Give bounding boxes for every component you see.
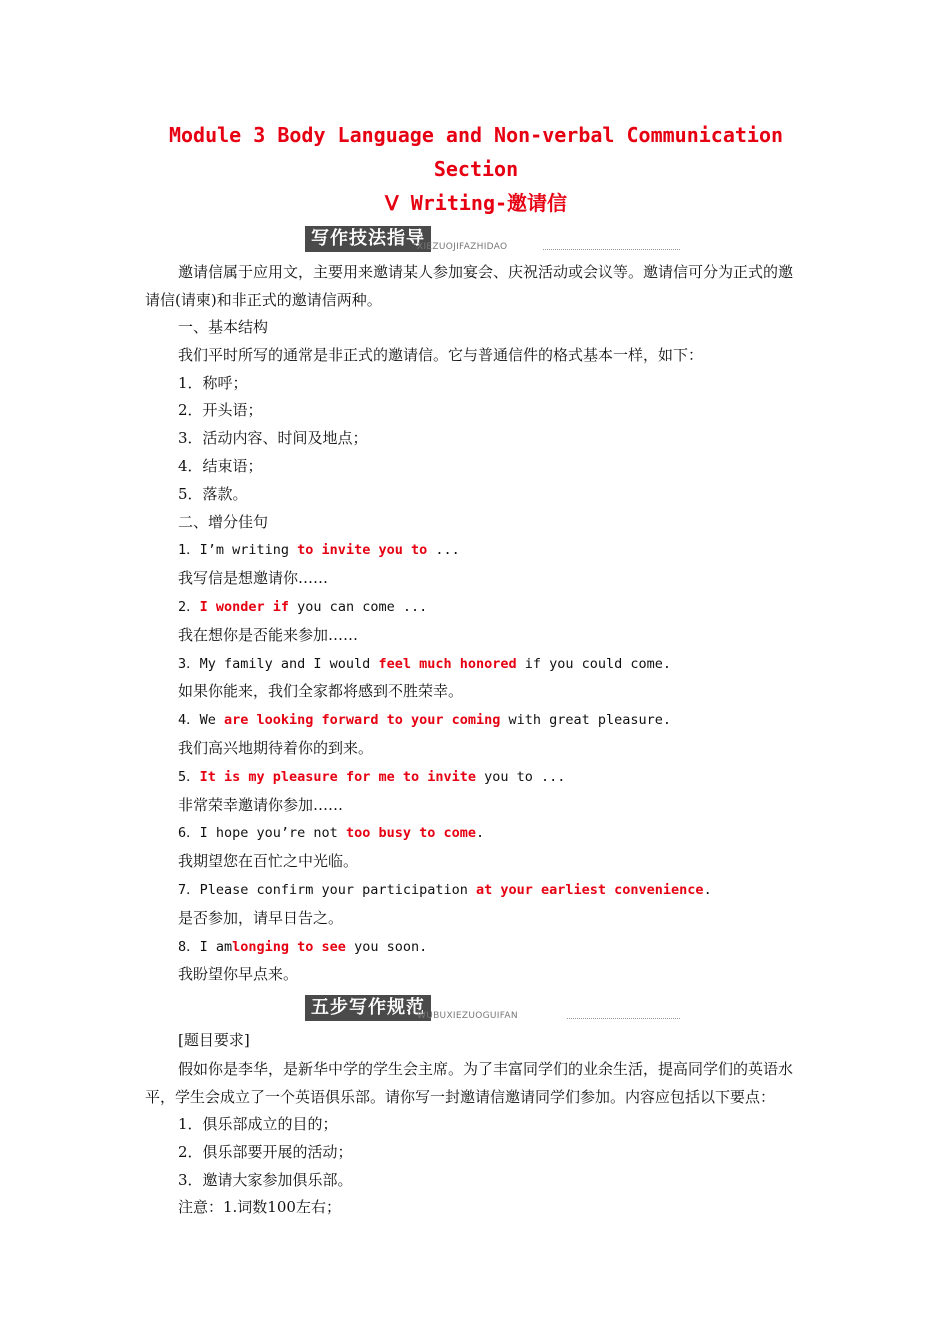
sentence-english: [145, 876, 807, 905]
sentence-prefix: 2．: [178, 598, 200, 615]
sentence-chinese: 非常荣幸邀请你参加……: [178, 795, 344, 814]
section-banner-five-steps: [305, 995, 680, 1023]
sentence-chinese: 我们高兴地期待着你的到来。: [178, 738, 374, 757]
sentence-highlight: at your earliest convenience: [475, 881, 704, 898]
banner-pinyin: WUBUXIEZUOGUIFAN: [417, 1011, 518, 1022]
intro-paragraph: 邀请信属于应用文，主要用来邀请某人参加宴会、庆祝活动或会议等。邀请信可分为正式的邀请信(请柬)和非正式的邀请信两种。: [145, 263, 794, 309]
sentence-chinese: 我写信是想邀请你……: [178, 569, 329, 588]
sentence-highlight: I wonder if: [199, 598, 290, 615]
sentence-chinese: 我在想你是否能来参加……: [178, 625, 359, 644]
task-point: 2．俱乐部要开展的活动；: [178, 1142, 353, 1161]
sentence-prefix: 5．: [178, 768, 200, 785]
sentence-highlight: are looking forward to your coming: [224, 712, 501, 729]
structure-description: 我们平时所写的通常是非正式的邀请信。它与普通信件的格式基本一样，如下：: [178, 345, 704, 364]
structure-item: 2．开头语；: [178, 401, 263, 420]
sentence-english: [145, 593, 807, 622]
sentence-prefix: 7．Please confirm your participation: [178, 881, 476, 898]
section-banner-writing-tips: [305, 226, 680, 254]
task-point: 1．俱乐部成立的目的；: [178, 1114, 338, 1133]
sentences-heading: 二、增分佳句: [178, 512, 269, 531]
sentence-suffix: .: [703, 881, 712, 898]
sentence-suffix: you to ...: [475, 768, 566, 785]
structure-item: 3．活动内容、时间及地点；: [178, 429, 368, 448]
sentence-chinese: 是否参加，请早日告之。: [178, 908, 344, 927]
banner-label: 五步写作规范: [305, 995, 431, 1021]
sentence-prefix: 6．I hope you’re not: [178, 825, 346, 842]
sentence-suffix: you can come ...: [289, 598, 428, 615]
sentence-highlight: to invite you to: [297, 542, 428, 559]
sentence-prefix: 1．I’m writing: [178, 542, 298, 559]
sentence-prefix: 8．I am: [178, 938, 233, 955]
task-description: 假如你是李华，是新华中学的学生会主席。为了丰富同学们的业余生活，提高同学们的英语水平，学生会成立了一个英语俱乐部。请你写一封邀请信邀请同学们参加。内容应包括以下要点：: [145, 1059, 794, 1106]
document-title-line1: Module 3 Body Language and Non-verbal Communication Section: [168, 123, 784, 181]
document-title-line2: Ⅴ Writing-邀请信: [384, 191, 568, 215]
sentence-english: [145, 650, 807, 679]
task-heading: [题目要求]: [178, 1031, 250, 1050]
sentence-suffix: with great pleasure.: [500, 712, 672, 729]
sentence-suffix: ...: [427, 542, 460, 559]
sentence-chinese: 如果你能来，我们全家都将感到不胜荣幸。: [178, 682, 464, 701]
sentence-highlight: longing to see: [232, 938, 346, 955]
sentence-list: [145, 536, 807, 989]
sentence-highlight: feel much honored: [378, 655, 517, 672]
document-page: [145, 118, 807, 1222]
structure-item: 1．称呼；: [178, 373, 248, 392]
sentence-english: [145, 706, 807, 735]
banner-label: 写作技法指导: [305, 226, 431, 252]
sentence-english: [145, 763, 807, 792]
sentence-suffix: .: [475, 825, 485, 842]
banner-dotted-line: [543, 249, 680, 250]
task-note: 注意：1.词数100左右；: [178, 1198, 341, 1217]
task-points: [145, 1111, 807, 1194]
sentence-english: [145, 933, 807, 962]
structure-list: [145, 370, 807, 509]
structure-heading: 一、基本结构: [178, 318, 269, 336]
sentence-english: [145, 819, 807, 848]
banner-pinyin: XIEZUOJIFAZHIDAO: [417, 242, 508, 252]
sentence-prefix: 4．We: [178, 712, 225, 729]
sentence-chinese: 我期望您在百忙之中光临。: [178, 852, 359, 871]
task-point: 3．邀请大家参加俱乐部。: [178, 1170, 353, 1189]
structure-item: 4．结束语；: [178, 456, 263, 475]
sentence-suffix: you soon.: [345, 938, 428, 955]
sentence-english: [145, 536, 807, 565]
sentence-highlight: too busy to come: [345, 825, 476, 842]
sentence-highlight: It is my pleasure for me to invite: [199, 768, 476, 785]
sentence-prefix: 3．My family and I would: [178, 655, 379, 672]
structure-item: 5．落款。: [178, 484, 248, 503]
sentence-chinese: 我盼望你早点来。: [178, 965, 299, 984]
banner-dotted-line: [567, 1018, 680, 1019]
sentence-suffix: if you could come.: [516, 655, 672, 672]
